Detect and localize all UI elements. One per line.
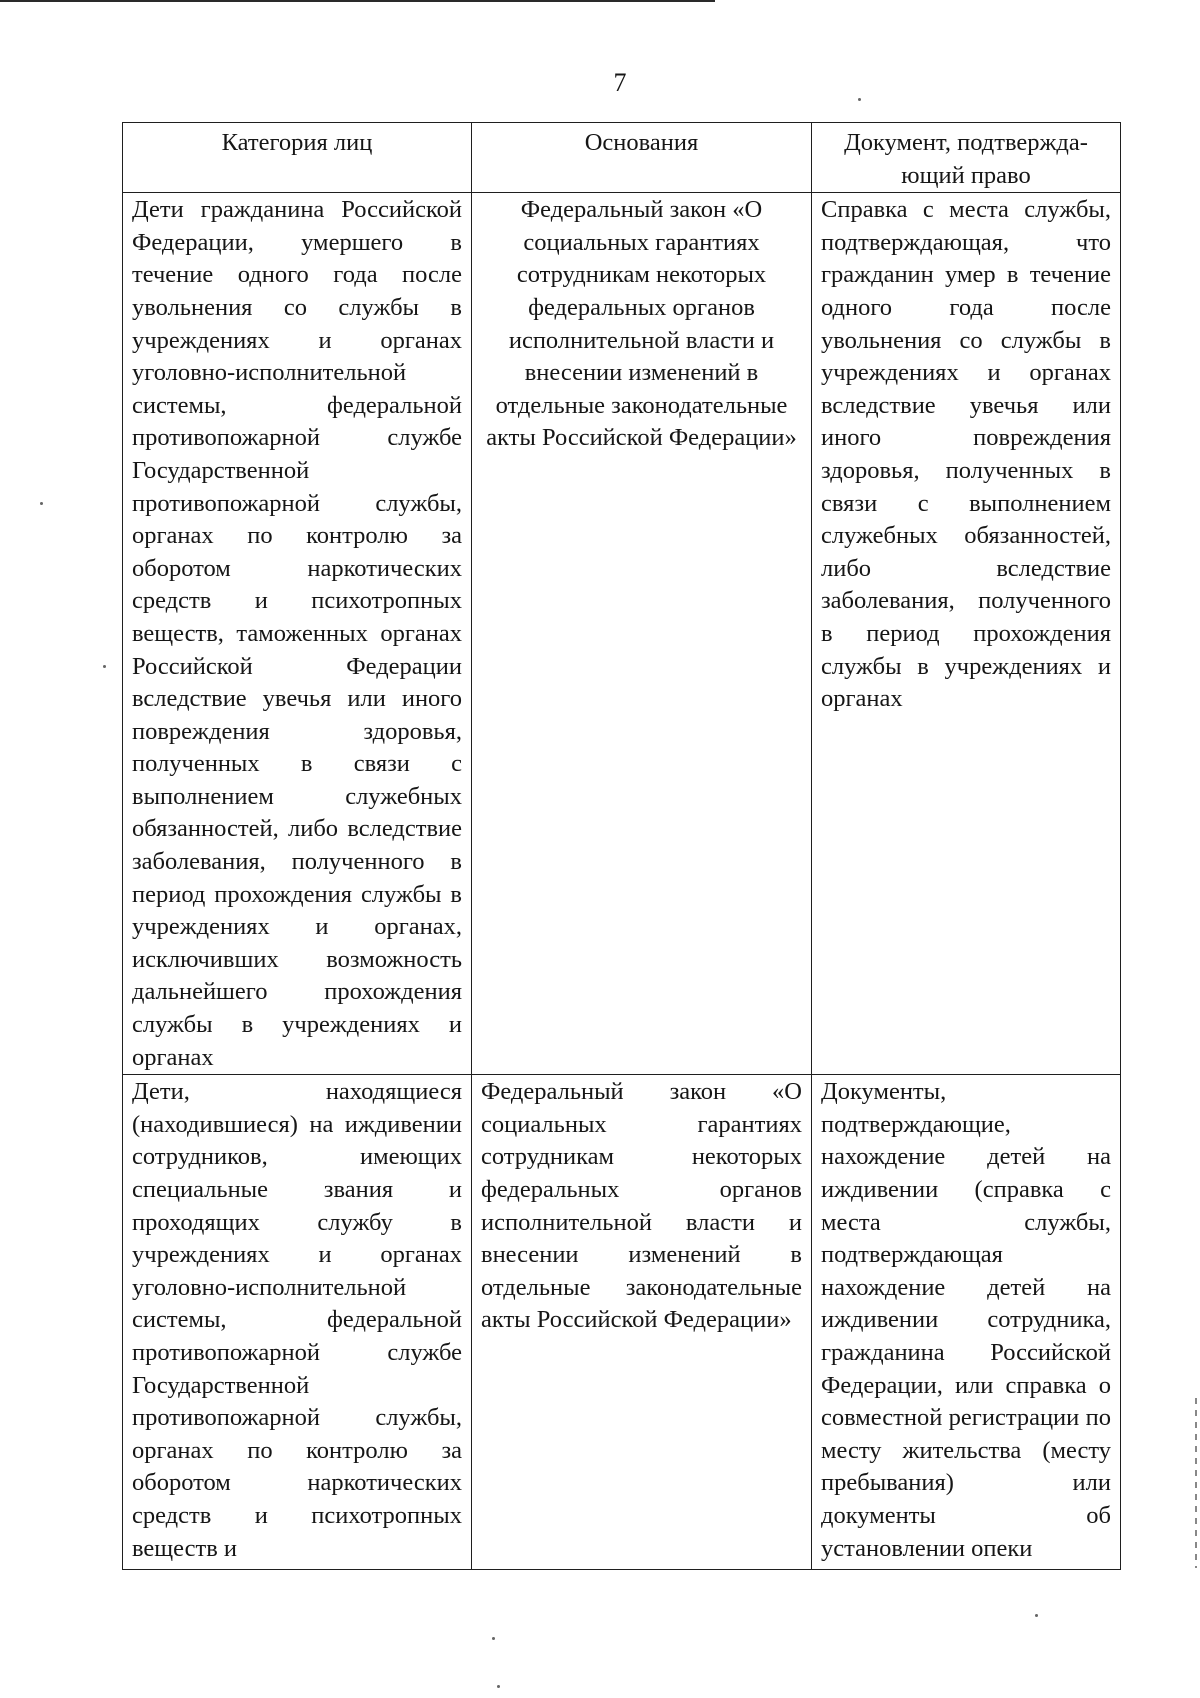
- cell-category: Дети гражданина Российской Федерации, умершего в течение одного года после увольнения со службы в учреждениях и органах уголовно-исполнительной системы, федеральной противопожарной службе Государственной противопожарной службы, органах по контролю за оборотом наркотических средств и психотропных веществ, таможенных органах Российской Федерации вследствие увечья или иного повреждения здоровья, полученных в связи с выполнением служебных обязанностей, либо вследствие заболевания, полученного в период прохождения службы в учреждениях и органах, исключивших возможность дальнейшего прохождения службы в учреждениях и органах: [123, 193, 472, 1075]
- scan-speck: [858, 98, 861, 101]
- scan-speck: [40, 502, 43, 505]
- scan-speck: [497, 1685, 500, 1688]
- header-document: Документ, подтвержда- ющий право: [812, 123, 1121, 193]
- table-header-row: [123, 123, 1121, 193]
- header-basis: Основания: [472, 123, 812, 193]
- table-row: [123, 193, 1121, 1075]
- cell-basis: Федеральный закон «О социальных гарантиях сотрудникам некоторых федеральных органов исполнительной власти и внесении изменений в отдельные законодательные акты Российской Федерации»: [472, 1075, 812, 1570]
- cell-category: Дети, находящиеся (находившиеся) на иждивении сотрудников, имеющих специальные звания и проходящих службу в учреждениях и органах уголовно-исполнительной системы, федеральной противопожарной службе Государственной противопожарной службы, органах по контролю за оборотом наркотических средств и психотропных веществ и: [123, 1075, 472, 1570]
- cell-document: Справка с места службы, подтверждающая, что гражданин умер в течение одного года после увольнения со службы в учреждениях и органах вследствие увечья или иного повреждения здоровья, полученных в связи с выполнением служебных обязанностей, либо вследствие заболевания, полученного в период прохождения службы в учреждениях и органах: [812, 193, 1121, 1075]
- scan-speck: [492, 1637, 495, 1640]
- cell-document: Документы, подтверждающие, нахождение детей на иждивении (справка с места службы, подтверждающая нахождение детей на иждивении сотрудника, гражданина Российской Федерации, или справка о совместной регистрации по месту жительства (месту пребывания) или документы об установлении опеки: [812, 1075, 1121, 1570]
- eligibility-table: [122, 122, 1121, 1570]
- scan-speck: [103, 665, 106, 668]
- page-number: 7: [613, 68, 627, 97]
- header-category: Категория лиц: [123, 123, 472, 193]
- table-row: [123, 1075, 1121, 1570]
- top-border-line: [0, 0, 715, 2]
- cell-basis: Федеральный закон «О социальных гарантиях сотрудникам некоторых федеральных органов исполнительной власти и внесении изменений в отдельные законодательные акты Российской Федерации»: [472, 193, 812, 1075]
- scan-edge-mark: [1195, 1398, 1197, 1568]
- scan-speck: [1035, 1614, 1038, 1617]
